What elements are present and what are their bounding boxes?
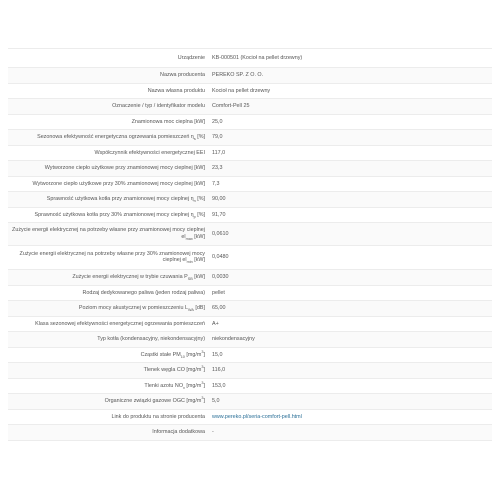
spec-label-sub: max <box>185 236 193 241</box>
spec-label-sub: 10 <box>180 354 185 359</box>
spec-label-sup: 3 <box>201 380 204 385</box>
spec-label <box>8 114 209 130</box>
spec-label-text: Zużycie energii elektrycznej na potrzeby własne przy 30% znamionowej mocy cieplnej el <box>19 250 205 264</box>
spec-label-suffix: [kW] <box>192 257 205 264</box>
spec-row <box>8 285 492 301</box>
spec-value <box>209 207 492 223</box>
spec-value <box>209 176 492 192</box>
spec-value <box>209 425 492 441</box>
spec-label-end: ] <box>203 367 205 374</box>
spec-label-text: Link do produktu na stronie producenta <box>111 413 205 420</box>
spec-row <box>8 161 492 177</box>
spec-row <box>8 176 492 192</box>
spec-value <box>209 301 492 317</box>
spec-value-text: - <box>212 429 214 436</box>
spec-label-suffix: [kW] <box>192 233 205 240</box>
spec-label-text: Urządzenie <box>177 54 205 61</box>
spec-value-text: niekondensacyjny <box>212 336 255 343</box>
spec-value-text: 117,0 <box>212 149 226 156</box>
product-spec-table <box>8 48 492 441</box>
spec-value <box>209 394 492 410</box>
spec-row <box>8 99 492 115</box>
spec-value-text: 0,0030 <box>212 274 229 281</box>
spec-label <box>8 145 209 161</box>
spec-value-text: A+ <box>212 320 219 327</box>
spec-value-text: PEREKO SP. Z O. O. <box>212 72 264 79</box>
spec-label <box>8 270 209 286</box>
spec-value <box>209 378 492 394</box>
spec-label <box>8 192 209 208</box>
spec-label-text: Współczynnik efektywności energetycznej EEI <box>94 149 205 156</box>
spec-label <box>8 378 209 394</box>
spec-label-text: Zużycie energii elektrycznej w trybie czuwania P <box>72 274 188 281</box>
spec-value-text: 7,3 <box>212 180 220 187</box>
spec-label <box>8 161 209 177</box>
spec-label <box>8 176 209 192</box>
spec-label <box>8 130 209 146</box>
spec-value <box>209 316 492 332</box>
spec-label <box>8 409 209 425</box>
spec-value <box>209 363 492 379</box>
spec-label <box>8 245 209 270</box>
spec-label <box>8 68 209 84</box>
spec-label-text: Sezonowa efektywność energetyczna ogrzewania pomieszczeń η <box>37 134 194 141</box>
product-link[interactable]: www.pereko.pl/seria-comfort-pell.html <box>212 413 302 420</box>
spec-label-text: Wytworzone ciepło użytkowe przy znamionowej mocy cieplnej [kW] <box>44 165 205 172</box>
spec-label-sub: p <box>193 214 196 219</box>
spec-label-suffix: [%] <box>195 134 205 141</box>
spec-row <box>8 130 492 146</box>
spec-value <box>209 409 492 425</box>
spec-label-text: Zużycie energii elektrycznej na potrzeby własne przy znamionowej mocy cieplnej el <box>12 227 205 240</box>
spec-label-sub: s <box>193 137 196 142</box>
spec-row <box>8 245 492 270</box>
spec-value <box>209 99 492 115</box>
spec-label-end: ] <box>203 398 205 405</box>
spec-row <box>8 68 492 84</box>
spec-value <box>209 130 492 146</box>
spec-label-suffix: [%] <box>195 211 205 218</box>
spec-value <box>209 83 492 99</box>
spec-row <box>8 316 492 332</box>
spec-row <box>8 363 492 379</box>
spec-label <box>8 425 209 441</box>
spec-value <box>209 145 492 161</box>
spec-label-text: Wytworzone ciepło użytkowe przy 30% znamionowej mocy cieplnej [kW] <box>32 180 205 187</box>
spec-row <box>8 409 492 425</box>
spec-value-text: 0,0610 <box>212 230 229 237</box>
spec-label-text: Informacja dodatkowa <box>152 429 205 436</box>
spec-label <box>8 83 209 99</box>
spec-value <box>209 192 492 208</box>
spec-row <box>8 49 492 68</box>
spec-value-text: 0,0480 <box>212 254 229 261</box>
spec-row <box>8 207 492 223</box>
spec-row <box>8 145 492 161</box>
spec-value-text: 5,0 <box>212 398 220 405</box>
spec-row <box>8 332 492 348</box>
spec-value <box>209 161 492 177</box>
spec-value-text: Comfort-Pell 25 <box>212 103 250 110</box>
spec-value-text: pellet <box>212 289 225 296</box>
spec-table-body <box>8 49 492 441</box>
spec-value-text: 15,0 <box>212 351 223 358</box>
spec-label <box>8 207 209 223</box>
spec-value-text: Kocioł na pellet drzewny <box>212 87 271 94</box>
spec-row <box>8 114 492 130</box>
spec-label-sub: n <box>193 199 196 204</box>
spec-label-sub: SB <box>187 277 193 282</box>
spec-value <box>209 68 492 84</box>
spec-value-text: KB-000501 (Kocioł na pellet drzewny) <box>212 54 303 61</box>
spec-label <box>8 285 209 301</box>
spec-value <box>209 347 492 363</box>
spec-value-text: 153,0 <box>212 382 226 389</box>
spec-label-sup: 3 <box>201 349 204 354</box>
spec-label-suffix: [mg/m <box>184 351 202 358</box>
spec-label-text: Organiczne związki gazowe OGC [mg/m <box>104 398 202 405</box>
spec-value <box>209 270 492 286</box>
spec-row <box>8 223 492 246</box>
spec-label-text: Cząstki stałe PM <box>140 351 181 358</box>
spec-value <box>209 332 492 348</box>
spec-label-text: Typ kotła (kondensacyjny, niekondensacyjny) <box>97 336 205 343</box>
spec-row <box>8 301 492 317</box>
spec-label-text: Sprawność użytkowa kotła przy 30% znamionowej mocy cieplnej η <box>34 211 194 218</box>
spec-label <box>8 49 209 68</box>
spec-label <box>8 363 209 379</box>
spec-value-text: 65,00 <box>212 305 226 312</box>
spec-row <box>8 378 492 394</box>
spec-row <box>8 347 492 363</box>
spec-label-text: Tlenki azotu NO <box>144 382 184 389</box>
spec-label <box>8 394 209 410</box>
spec-label-suffix: [%] <box>195 196 205 203</box>
spec-label-suffix: [mg/m <box>184 382 202 389</box>
spec-value-text: 79,0 <box>212 134 223 141</box>
spec-label-text: Nazwa własna produktu <box>147 87 205 94</box>
spec-label-sub: WA <box>187 308 194 313</box>
spec-label-text: Klasa sezonowej efektywności energetycznej ogrzewania pomieszczeń <box>35 320 205 327</box>
spec-label-text: Tlenek węgla CO [mg/m <box>143 367 202 374</box>
spec-label-text: Nazwa producenta <box>160 72 205 79</box>
spec-value-text: 91,70 <box>212 211 226 218</box>
spec-value <box>209 285 492 301</box>
spec-label-text: Poziom mocy akustycznej w pomieszczeniu L <box>78 305 188 312</box>
spec-label-text: Rodzaj dedykowanego paliwa (jeden rodzaj paliwa) <box>82 289 205 296</box>
spec-label <box>8 99 209 115</box>
spec-value <box>209 49 492 68</box>
spec-label-text: Znamionowa moc cieplna [kW] <box>131 118 205 125</box>
spec-label-suffix: [dB] <box>193 305 205 312</box>
spec-label-text: Sprawność użytkowa kotła przy znamionowej mocy cieplnej η <box>46 196 194 203</box>
spec-label-sup: 3 <box>201 365 204 370</box>
spec-label-sub: x <box>183 385 185 390</box>
spec-row <box>8 192 492 208</box>
spec-row <box>8 270 492 286</box>
spec-value <box>209 223 492 246</box>
spec-row <box>8 394 492 410</box>
spec-label-end: ] <box>203 351 205 358</box>
spec-label <box>8 301 209 317</box>
spec-label <box>8 332 209 348</box>
spec-label <box>8 223 209 246</box>
spec-label-suffix: [kW] <box>192 274 205 281</box>
spec-value-text: 90,00 <box>212 196 226 203</box>
spec-value-text: 116,0 <box>212 367 226 374</box>
spec-value <box>209 114 492 130</box>
spec-label-sup: 3 <box>201 396 204 401</box>
spec-value-text: 25,0 <box>212 118 223 125</box>
spec-label <box>8 347 209 363</box>
spec-row <box>8 425 492 441</box>
spec-value <box>209 245 492 270</box>
spec-label-sub: min <box>186 260 193 265</box>
spec-label <box>8 316 209 332</box>
spec-value-text: 23,3 <box>212 165 223 172</box>
spec-row <box>8 83 492 99</box>
spec-label-text: Oznaczenie / typ / identyfikator modelu <box>112 103 205 110</box>
spec-label-end: ] <box>203 382 205 389</box>
